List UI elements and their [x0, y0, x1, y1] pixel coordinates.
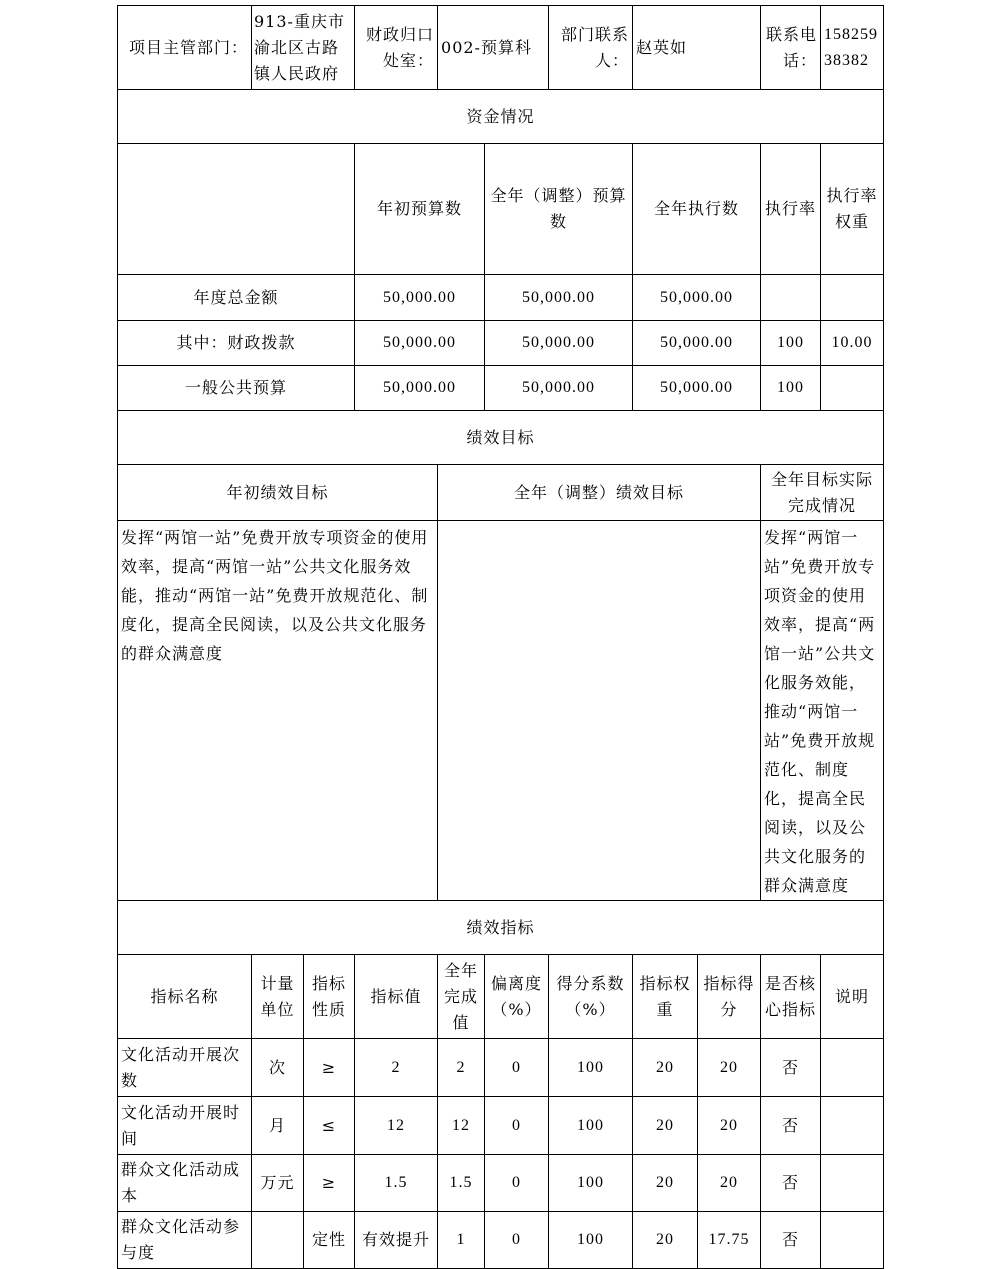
funds-col-executed: 全年执行数 [633, 144, 761, 275]
ind-done: 12 [438, 1097, 485, 1155]
indicator-row [118, 1212, 884, 1269]
ind-unit: 万元 [252, 1155, 304, 1212]
ind-col-unit: 计量单位 [252, 955, 304, 1039]
ind-dev: 0 [485, 1039, 549, 1097]
funds-row-weight [821, 275, 884, 321]
funds-row-label: 年度总金额 [118, 275, 355, 321]
ind-note [821, 1212, 884, 1269]
ind-nature: ≥ [304, 1155, 355, 1212]
ind-nature: ≤ [304, 1097, 355, 1155]
contact-value: 赵英如 [633, 6, 761, 90]
finance-value: 002-预算科 [438, 6, 549, 90]
ind-unit: 次 [252, 1039, 304, 1097]
indicator-row [118, 1097, 884, 1155]
ind-note [821, 1155, 884, 1212]
funds-row-adjusted: 50,000.00 [485, 366, 633, 411]
ind-name: 群众文化活动参与度 [118, 1212, 252, 1269]
funds-row-initial: 50,000.00 [355, 366, 485, 411]
funds-row-label: 其中：财政拨款 [118, 321, 355, 366]
dept-value: 913-重庆市渝北区古路镇人民政府 [252, 6, 355, 90]
ind-dev: 0 [485, 1155, 549, 1212]
ind-col-weight: 指标权重 [633, 955, 698, 1039]
funds-row-rate [761, 275, 821, 321]
funds-row-rate: 100 [761, 366, 821, 411]
ind-dev: 0 [485, 1097, 549, 1155]
goals-header-row [118, 465, 884, 521]
ind-weight: 20 [633, 1212, 698, 1269]
ind-value: 12 [355, 1097, 438, 1155]
phone-value: 15825938382 [821, 6, 884, 90]
ind-coef: 100 [549, 1212, 633, 1269]
funds-row-executed: 50,000.00 [633, 321, 761, 366]
ind-weight: 20 [633, 1155, 698, 1212]
ind-name: 文化活动开展次数 [118, 1039, 252, 1097]
ind-col-note: 说明 [821, 955, 884, 1039]
goals-col-adjusted: 全年（调整）绩效目标 [438, 465, 761, 521]
goals-content-row [118, 521, 884, 901]
funds-row-executed: 50,000.00 [633, 366, 761, 411]
ind-value: 1.5 [355, 1155, 438, 1212]
ind-unit: 月 [252, 1097, 304, 1155]
funds-col-rate: 执行率 [761, 144, 821, 275]
ind-score: 20 [698, 1039, 761, 1097]
ind-weight: 20 [633, 1039, 698, 1097]
goals-col-actual: 全年目标实际完成情况 [761, 465, 884, 521]
indicator-row [118, 1155, 884, 1212]
ind-weight: 20 [633, 1097, 698, 1155]
ind-coef: 100 [549, 1155, 633, 1212]
phone-label: 联系电话： [761, 6, 821, 90]
funds-row-adjusted: 50,000.00 [485, 321, 633, 366]
ind-core: 否 [761, 1155, 821, 1212]
funds-row-initial: 50,000.00 [355, 321, 485, 366]
ind-note [821, 1097, 884, 1155]
funds-row-rate: 100 [761, 321, 821, 366]
goals-initial-text: 发挥“两馆一站”免费开放专项资金的使用效率，提高“两馆一站”公共文化服务效能，推动“两馆一站”免费开放规范化、制度化，提高全民阅读，以及公共文化服务的群众满意度 [118, 521, 438, 901]
ind-coef: 100 [549, 1097, 633, 1155]
funds-row [118, 275, 884, 321]
ind-core: 否 [761, 1097, 821, 1155]
dept-label: 项目主管部门： [118, 6, 252, 90]
ind-col-name: 指标名称 [118, 955, 252, 1039]
ind-col-dev: 偏离度（%） [485, 955, 549, 1039]
goals-col-initial: 年初绩效目标 [118, 465, 438, 521]
goals-section-title: 绩效目标 [118, 411, 884, 465]
goals-adjusted-text [438, 521, 761, 901]
ind-done: 1 [438, 1212, 485, 1269]
indicator-row [118, 1039, 884, 1097]
ind-col-nature: 指标性质 [304, 955, 355, 1039]
funds-header-row [118, 144, 884, 275]
ind-dev: 0 [485, 1212, 549, 1269]
funds-col-initial: 年初预算数 [355, 144, 485, 275]
ind-col-done: 全年完成值 [438, 955, 485, 1039]
funds-col-weight: 执行率权重 [821, 144, 884, 275]
ind-name: 群众文化活动成本 [118, 1155, 252, 1212]
indicators-section-title: 绩效指标 [118, 901, 884, 955]
ind-score: 20 [698, 1097, 761, 1155]
ind-nature: ≥ [304, 1039, 355, 1097]
ind-col-value: 指标值 [355, 955, 438, 1039]
ind-note [821, 1039, 884, 1097]
indicators-header-row [118, 955, 884, 1039]
ind-coef: 100 [549, 1039, 633, 1097]
funds-row [118, 321, 884, 366]
goals-actual-text: 发挥“两馆一站”免费开放专项资金的使用效率，提高“两馆一站”公共文化服务效能，推动“两馆一站”免费开放规范化、制度化，提高全民阅读，以及公共文化服务的群众满意度 [761, 521, 884, 901]
ind-col-score: 指标得分 [698, 955, 761, 1039]
ind-col-core: 是否核心指标 [761, 955, 821, 1039]
funds-header-blank [118, 144, 355, 275]
funds-row-label: 一般公共预算 [118, 366, 355, 411]
ind-score: 17.75 [698, 1212, 761, 1269]
funds-row [118, 366, 884, 411]
funds-section-title: 资金情况 [118, 90, 884, 144]
ind-done: 1.5 [438, 1155, 485, 1212]
funds-row-adjusted: 50,000.00 [485, 275, 633, 321]
funds-row-weight: 10.00 [821, 321, 884, 366]
ind-nature: 定性 [304, 1212, 355, 1269]
finance-label: 财政归口处室： [355, 6, 438, 90]
funds-col-adjusted: 全年（调整）预算数 [485, 144, 633, 275]
ind-col-coef: 得分系数（%） [549, 955, 633, 1039]
ind-core: 否 [761, 1039, 821, 1097]
funds-row-executed: 50,000.00 [633, 275, 761, 321]
ind-value: 有效提升 [355, 1212, 438, 1269]
header-row [118, 6, 884, 90]
ind-score: 20 [698, 1155, 761, 1212]
funds-row-initial: 50,000.00 [355, 275, 485, 321]
ind-core: 否 [761, 1212, 821, 1269]
performance-table [117, 5, 884, 1269]
ind-value: 2 [355, 1039, 438, 1097]
funds-row-weight [821, 366, 884, 411]
contact-label: 部门联系人： [549, 6, 633, 90]
ind-unit [252, 1212, 304, 1269]
ind-name: 文化活动开展时间 [118, 1097, 252, 1155]
ind-done: 2 [438, 1039, 485, 1097]
